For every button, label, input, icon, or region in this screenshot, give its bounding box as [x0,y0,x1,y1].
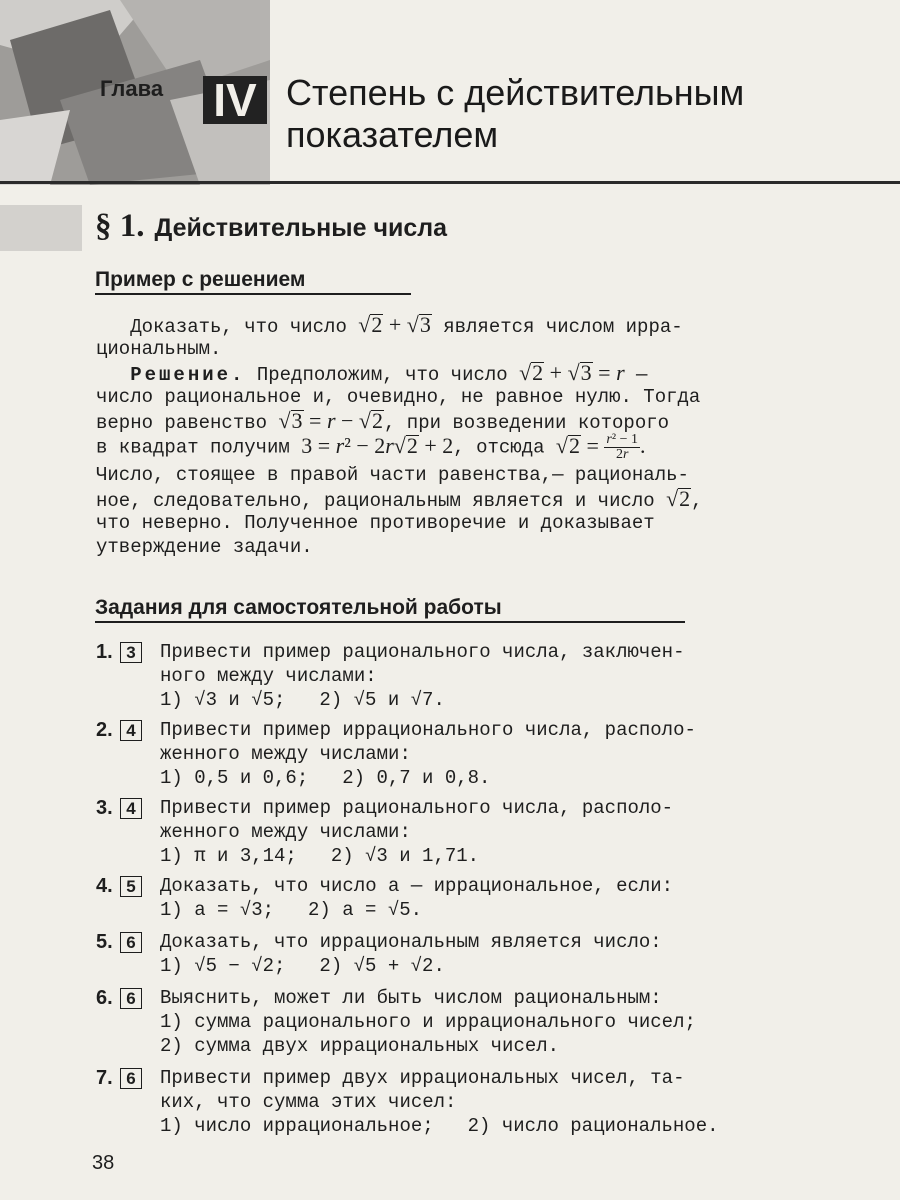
exercise-number: 3. [96,797,113,819]
exercise-text: Привести пример рационального числа, заключен- [160,641,685,663]
exercise-text: ного между числами: [160,665,377,687]
exercise-text: женного между числами: [160,821,411,843]
chapter-title-line-2: показателем [286,114,499,155]
chapter-number: IV [203,76,267,124]
exercise-subitems [160,898,886,922]
section-title: Действительные числа [154,214,448,242]
chapter-title [286,72,886,156]
exercise-number: 6. [96,987,113,1009]
exercise-subitem: 2) √5 и √7. [319,689,445,711]
exercise-text: Привести пример двух иррациональных чисел, та- [160,1067,685,1089]
chapter-divider [0,181,900,184]
exercise-subitems [160,954,886,978]
difficulty-badge: 6 [120,932,142,953]
solution-line: в квадрат получим 3 = r² − 2r√2 + 2, отсюда √2 = $\frac{\text{r² − 1}}{2r}$ . [96,432,646,462]
exercise-text: женного между числами: [160,743,411,765]
exercise-number: 5. [96,931,113,953]
difficulty-badge: 6 [120,1068,142,1089]
exercise-text: Доказать, что число a — иррациональное, если: [160,875,674,897]
exercise-subitem: 1) a = √3; [160,899,275,921]
exercise-subitem: 2) сумма двух иррациональных чисел. [160,1035,560,1057]
page-number: 38 [92,1152,115,1174]
difficulty-badge: 6 [120,988,142,1009]
exercise-subitems [160,766,886,790]
difficulty-badge: 4 [120,798,142,819]
exercise-subitem: 1) сумма рационального и иррационального чисел; [160,1011,696,1033]
exercise-subitem: 2) √3 и 1,71. [330,845,480,867]
section-heading [95,208,447,245]
chapter-title-line-1: Степень с действительным [286,72,745,113]
solution-line: верно равенство √3 = r − √2, при возведении которого [96,408,670,434]
difficulty-badge: 3 [120,642,142,663]
exercise-subitem: 2) √5 + √2. [319,955,445,977]
exercises-heading: Задания для самостоятельной работы [95,596,685,623]
exercise-subitems [160,1114,886,1138]
solution-line: ное, следовательно, рациональным является и число √2, [96,486,703,512]
exercise-number: 4. [96,875,113,897]
exercise-subitem: 1) √5 − √2; [160,955,286,977]
section-number: § 1. [95,208,145,244]
exercise-subitem: 2) a = √5. [308,899,423,921]
chapter-label: Глава [100,76,164,101]
exercise-subitem: 1) число иррациональное; [160,1115,434,1137]
solution-line: утверждение задачи. [96,536,313,558]
section-margin-tab [0,205,82,251]
difficulty-badge: 4 [120,720,142,741]
exercise-subitem: 1) √3 и √5; [160,689,286,711]
solution-line: Число, стоящее в правой части равенства,— рациональ- [96,464,689,486]
solution-label: Решение. [130,364,246,386]
exercise-subitem: 1) π и 3,14; [160,845,297,867]
exercise-text: Привести пример рационального числа, располо- [160,797,674,819]
example-statement-line: Доказать, что число √2 + √3 является числом ирра- [96,312,683,338]
exercise-text: Привести пример иррационального числа, располо- [160,719,696,741]
exercise-subitem: 2) 0,7 и 0,8. [342,767,491,789]
exercise-number: 7. [96,1067,113,1089]
example-text [96,313,880,559]
solution-line: Решение. Предположим, что число √2 + √3 = r — [130,360,648,386]
example-statement-line: циональным. [96,338,222,360]
exercise-subitem: 1) 0,5 и 0,6; [160,767,309,789]
exercise-subitem: 2) число рациональное. [467,1115,719,1137]
exercise-text: Выяснить, может ли быть числом рациональным: [160,987,662,1009]
difficulty-badge: 5 [120,876,142,897]
exercise-number: 2. [96,719,113,741]
solution-line: число рациональное и, очевидно, не равное нулю. Тогда [96,386,701,408]
exercise-number: 1. [96,641,113,663]
example-heading: Пример с решением [95,268,411,295]
exercise-text: ких, что сумма этих чисел: [160,1091,457,1113]
exercise-text: Доказать, что иррациональным является число: [160,931,662,953]
solution-line: что неверно. Полученное противоречие и доказывает [96,512,655,534]
exercise-subitems [160,688,886,712]
exercise-subitems [160,844,886,868]
